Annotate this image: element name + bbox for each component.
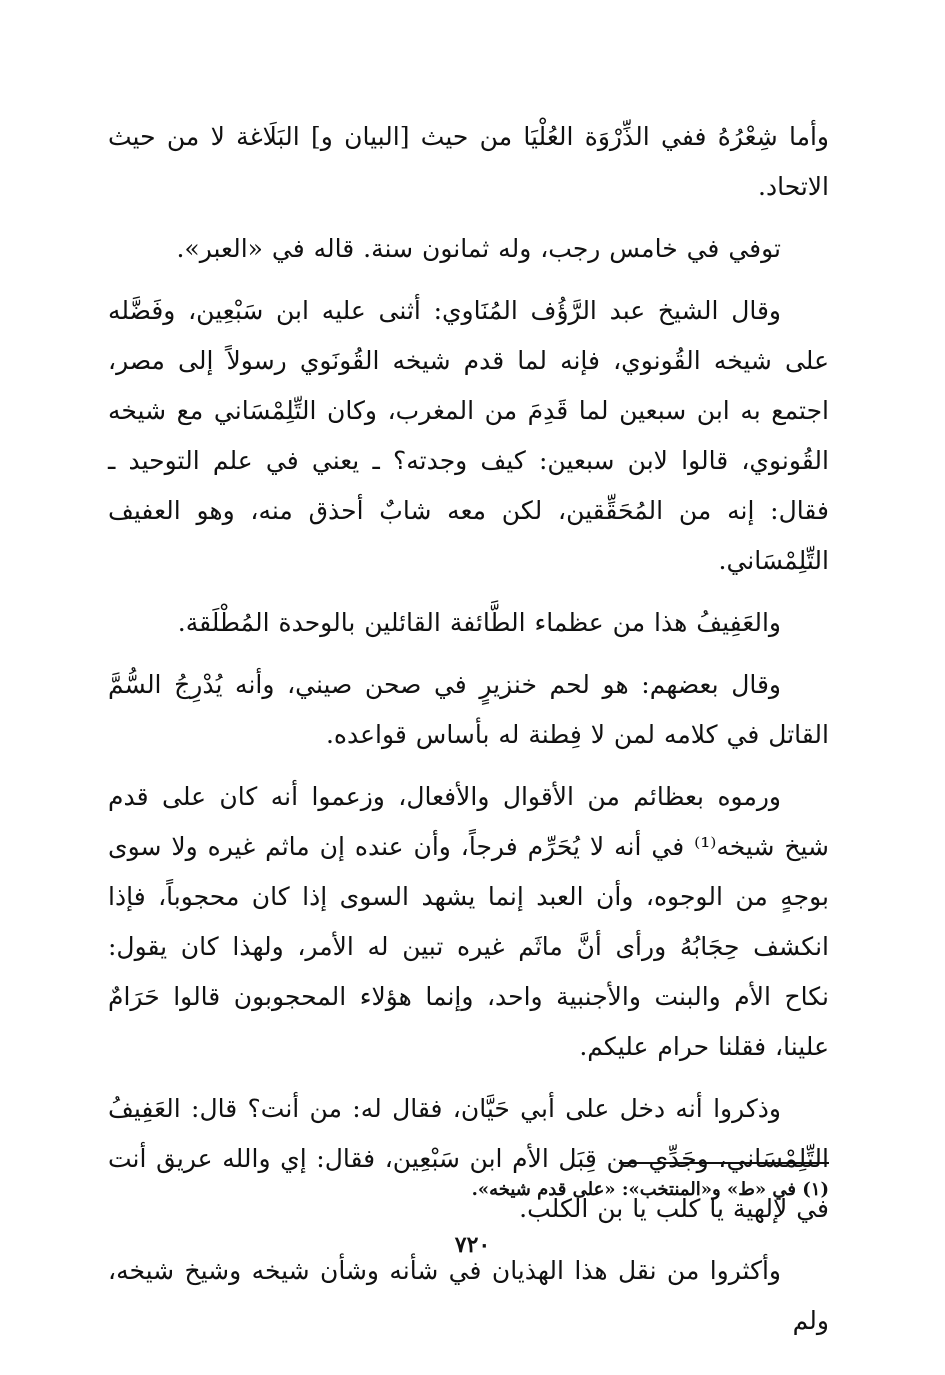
paragraph-continuation: وأكثروا من نقل هذا الهذيان في شأنه وشأن شيخه وشيخ شيخه، ولم bbox=[108, 1256, 829, 1335]
paragraph-criticism: وقال بعضهم: هو لحم خنزيرٍ في صحن صيني، وأنه يُدْرِجُ السُّمَّ القاتل في كلامه لمن لا فِطنة له بأساس قواعده. bbox=[108, 670, 829, 749]
paragraph-abu-hayyan-story: وذكروا أنه دخل على أبي حَيَّان، فقال له: من أنت؟ قال: العَفِيفُ التِّلِمْسَاني، وجَدِّي من قِبَل الأم ابن سَبْعِين، فقال: إي والله عريق أنت في لإلهية يا كلب يا بن الكلب. bbox=[108, 1094, 829, 1223]
paragraph-poetry-praise: وأما شِعْرُهُ ففي الذِّرْوَة العُلْيَا من حيث [البيان و] البَلَاغة لا من حيث الاتحاد. bbox=[108, 122, 829, 201]
paragraph-accusations: ورموه بعظائم من الأقوال والأفعال، وزعموا أنه كان على قدم شيخ شيخه⁽¹⁾ في أنه لا يُحَرِّم فرجاً، وأن عنده إن ماثم غيره ولا سوى بوجهٍ من الوجوه، وأن العبد إنما يشهد السوى إذا كان محجوباً، فإذا انكشف حِجَابُهُ ورأى أنَّ ماثَم غيره تبين له الأمر، ولهذا كان يقول: نكاح الأم والبنت والأجنبية واحد، وإنما هؤلاء المحجوبون قالوا حَرَامٌ علينا، فقلنا حرام عليكم. bbox=[108, 782, 829, 1061]
paragraph-death-date: توفي في خامس رجب، وله ثمانون سنة. قاله في «العبر». bbox=[176, 234, 781, 263]
paragraph-munawi-quote: وقال الشيخ عبد الرَّؤُف المُنَاوي: أثنى عليه ابن سَبْعِين، وفَضَّله على شيخه القُونوي، فإنه لما قدم شيخه القُونَوي رسولاً إلى مصر، اجتمع به ابن سبعين لما قَدِمَ من المغرب، وكان التِّلِمْسَاني مع شيخه القُونوي، قالوا لابن سبعين: كيف وجدته؟ ـ يعني في علم التوحيد ـ فقال: إنه من المُحَقِّقين، لكن معه شابٌ أحذق منه، وهو العفيف التِّلِمْسَاني. bbox=[108, 296, 829, 575]
page-number: ٧٢٠ bbox=[454, 1232, 491, 1258]
footnote-separator bbox=[619, 1162, 829, 1164]
paragraph-afif-description: والعَفِيفُ هذا من عظماء الطَّائفة القائلين بالوحدة المُطْلَقة. bbox=[177, 608, 781, 637]
footnote: (١) في «ط» و«المنتخب»: «على قدم شيخه». bbox=[471, 1179, 829, 1200]
